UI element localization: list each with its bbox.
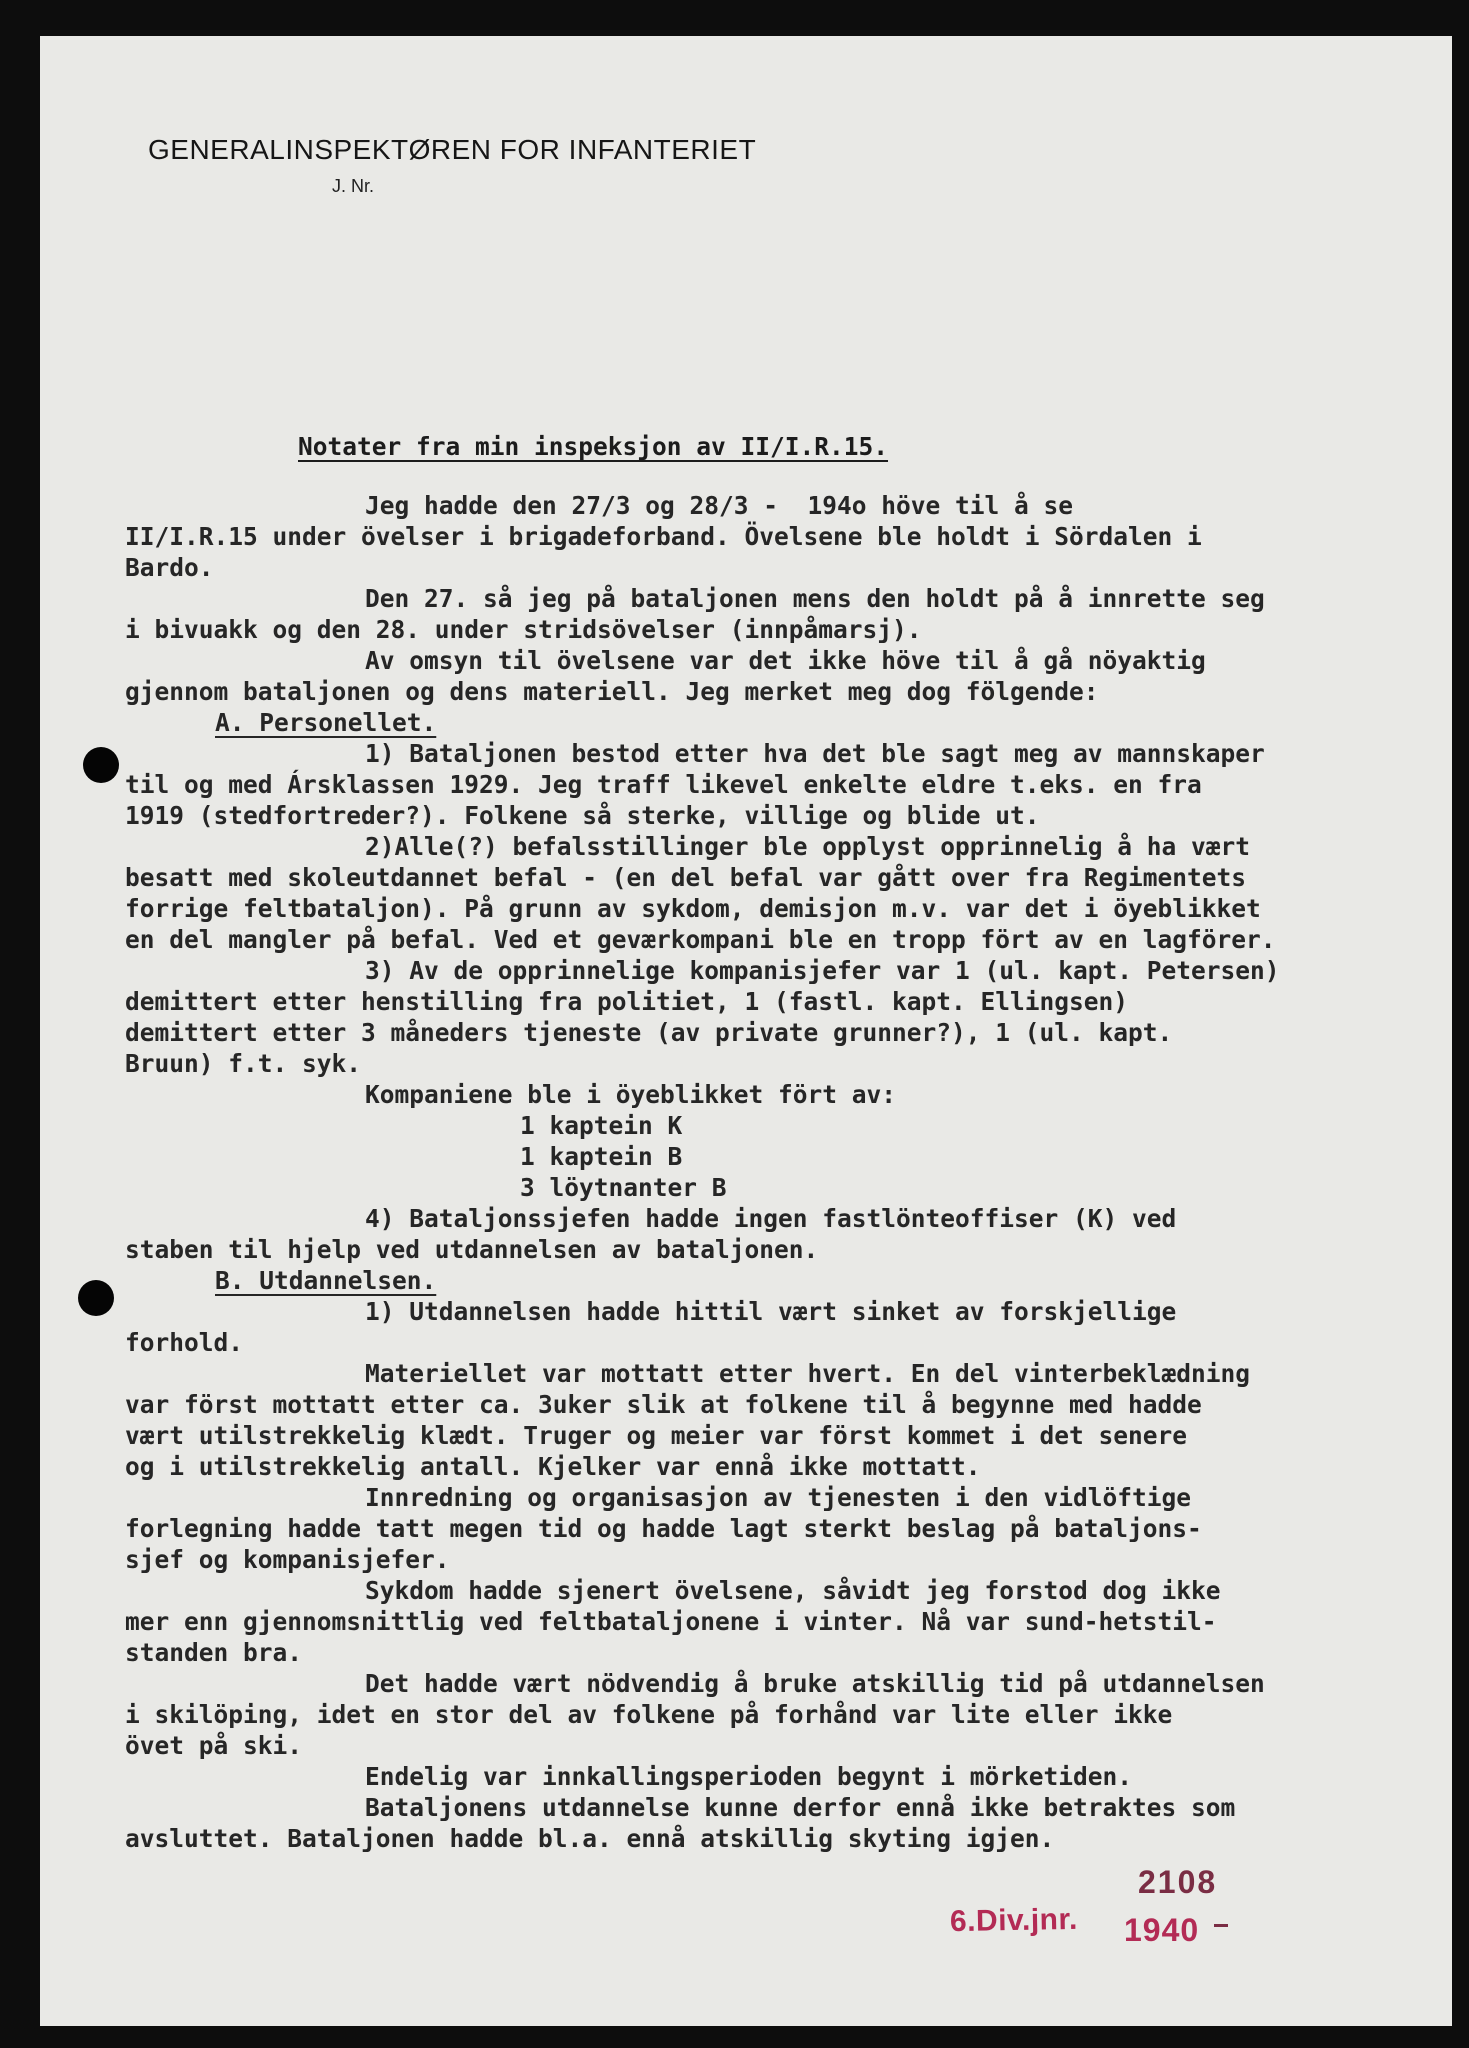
text-line: i bivuakk og den 28. under stridsövelser (innpåmarsj). (125, 615, 922, 644)
text-line: 2)Alle(?) befalsstillinger ble opplyst opprinnelig å ha vært (365, 832, 1251, 861)
text-line: standen bra. (125, 1638, 303, 1667)
text-line: 4) Bataljonssjefen hadde ingen fastlönteoffiser (K) ved (365, 1204, 1177, 1233)
text-line: forrige feltbataljon). På grunn av sykdom, demisjon m.v. var det i öyeblikket (125, 894, 1261, 923)
stamp-year: 1940 (1124, 1912, 1200, 1948)
document-body (125, 490, 1395, 1854)
text-line: Bruun) f.t. syk. (125, 1049, 362, 1078)
text-line: demittert etter 3 måneders tjeneste (av private grunner?), 1 (ul. kapt. (125, 1018, 1173, 1047)
text-line: Bataljonens utdannelse kunne derfor ennå ikke betraktes som (365, 1793, 1236, 1822)
section-heading: B. Utdannelsen. (215, 1266, 437, 1295)
stamp-journal-number: 2108 (1138, 1864, 1218, 1900)
text-line: 1) Bataljonen bestod etter hva det ble sagt meg av mannskaper (365, 739, 1265, 768)
text-line: Innredning og organisasjon av tjenesten i den vidlöftige (365, 1483, 1192, 1512)
text-line: vært utilstrekkelig klædt. Truger og meier var först kommet i det senere (125, 1421, 1188, 1450)
text-line: 1 kaptein B (520, 1142, 683, 1171)
text-line: Kompaniene ble i öyeblikket fört av: (365, 1080, 897, 1109)
text-line: Av omsyn til övelsene var det ikke höve til å gå nöyaktig (365, 646, 1206, 675)
text-line: 3 löytnanter B (520, 1173, 727, 1202)
journal-number-label: J. Nr. (332, 176, 375, 196)
text-line: Jeg hadde den 27/3 og 28/3 - 194o höve til å se (365, 491, 1074, 520)
punch-hole (78, 1280, 114, 1316)
text-line: 1919 (stedfortreder?). Folkene så sterke, villige og blide ut. (125, 801, 1040, 830)
text-line: Materiellet var mottatt etter hvert. En del vinterbeklædning (365, 1359, 1251, 1388)
text-line: demittert etter henstilling fra politiet, 1 (fastl. kapt. Ellingsen) (125, 987, 1129, 1016)
text-line: Den 27. så jeg på bataljonen mens den holdt på å innrette seg (365, 584, 1265, 613)
section-heading: A. Personellet. (215, 708, 437, 737)
document-title: Notater fra min inspeksjon av II/I.R.15. (298, 432, 889, 461)
text-line: var först mottatt etter ca. 3uker slik at folkene til å begynne med hadde (125, 1390, 1202, 1419)
text-line: avsluttet. Bataljonen hadde bl.a. ennå atskillig skyting igjen. (125, 1824, 1055, 1853)
text-line: forhold. (125, 1328, 244, 1357)
text-line: Bardo. (125, 553, 214, 582)
letterhead-organization: GENERALINSPEKTØREN FOR INFANTERIET (148, 134, 757, 165)
text-line: 3) Av de opprinnelige kompanisjefer var 1 (ul. kapt. Petersen) (365, 956, 1280, 985)
text-line: 1) Utdannelsen hadde hittil vært sinket av forskjellige (365, 1297, 1177, 1326)
text-line: besatt med skoleutdannet befal - (en del befal var gått over fra Regimentets (125, 863, 1247, 892)
text-line: i skilöping, idet en stor del av folkene på forhånd var lite eller ikke (125, 1700, 1173, 1729)
stamp-dash (1214, 1924, 1228, 1927)
text-line: gjennom bataljonen og dens materiell. Jeg merket meg dog fölgende: (125, 677, 1099, 706)
text-line: Sykdom hadde sjenert övelsene, såvidt jeg forstod dog ikke (365, 1576, 1221, 1605)
text-line: sjef og kompanisjefer. (125, 1545, 450, 1574)
punch-hole (83, 747, 119, 783)
text-line: en del mangler på befal. Ved et geværkompani ble en tropp fört av en lagförer. (125, 925, 1276, 954)
stamp-division-journal: 6.Div.jnr. (949, 1902, 1079, 1939)
text-line: II/I.R.15 under övelser i brigadeforband. Övelsene ble holdt i Sördalen i (125, 522, 1202, 551)
text-line: Det hadde vært nödvendig å bruke atskillig tid på utdannelsen (365, 1669, 1265, 1698)
text-line: staben til hjelp ved utdannelsen av bataljonen. (125, 1235, 819, 1264)
text-line: og i utilstrekkelig antall. Kjelker var ennå ikke mottatt. (125, 1452, 981, 1481)
text-line: mer enn gjennomsnittlig ved feltbataljonene i vinter. Nå var sund-hetstil- (125, 1607, 1217, 1636)
text-line: til og med Ársklassen 1929. Jeg traff likevel enkelte eldre t.eks. en fra (125, 770, 1202, 799)
text-line: övet på ski. (125, 1731, 303, 1760)
text-line: 1 kaptein K (520, 1111, 683, 1140)
text-line: forlegning hadde tatt megen tid og hadde lagt sterkt beslag på bataljons- (125, 1514, 1202, 1543)
text-line: Endelig var innkallingsperioden begynt i mörketiden. (365, 1762, 1133, 1791)
